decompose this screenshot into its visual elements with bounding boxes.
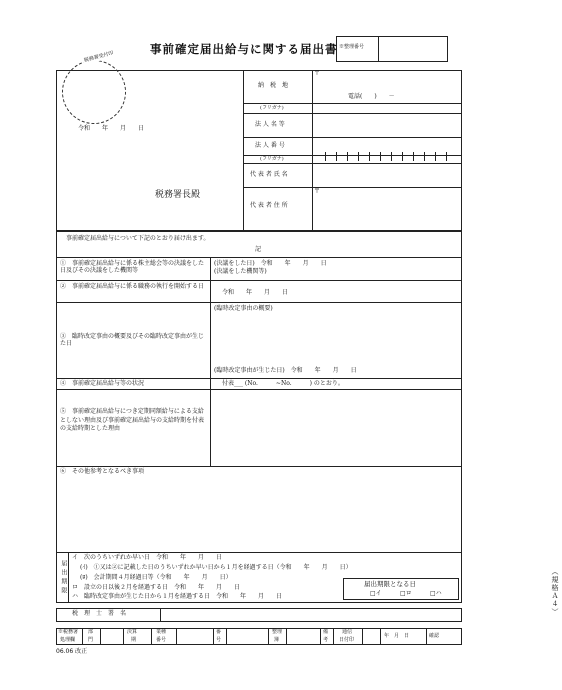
- deadline-line-ha[interactable]: ハ 臨時改定事由が生じた日から１月を経過する日 令和 年 月 日: [72, 593, 283, 600]
- item4-value[interactable]: 付表___ (No. ~No. ) のとおり。: [222, 380, 344, 387]
- office-ko: 考: [323, 637, 329, 643]
- item6-value-area[interactable]: [58, 478, 460, 550]
- deadline-line-i-b[interactable]: (ﾛ) 会計期間４月経過日等（令和 年 月 日）: [80, 574, 232, 581]
- phone-label[interactable]: 電話( ) －: [348, 93, 395, 100]
- paper-size-note: （規格Ａ４）: [551, 568, 559, 616]
- intro-text: 事前確定届出給与について下記のとおり届け出ます。: [66, 235, 210, 242]
- deadline-choice-title: 届出期限となる日: [364, 580, 416, 588]
- office-go: 号: [216, 637, 222, 643]
- office-bo: 簿: [274, 637, 280, 643]
- seiri-number-label: ※整理番号: [339, 44, 365, 50]
- deadline-line-i-a[interactable]: (ｲ) ①又は②に記載した日のうちいずれか早い日から１月を経過する日（令和 年 月 日）: [80, 564, 352, 571]
- item3-label: ③ 臨時改定事由の概要及びその臨時改定事由が生じた日: [60, 333, 205, 347]
- item4-label: ④ 事前確定届出給与等の状況: [60, 380, 145, 387]
- reception-stamp-area: [62, 60, 126, 124]
- furigana-1: (フリガナ): [260, 105, 284, 111]
- office-shori-1: ※税務署: [58, 629, 79, 635]
- office-date: 年 月 日: [384, 633, 410, 639]
- office-ban: 番: [216, 629, 222, 635]
- zeirishi-signature-field[interactable]: [162, 609, 460, 621]
- revision-note: 06.06 改正: [56, 648, 88, 655]
- submission-date[interactable]: 令和 年 月 日: [78, 125, 145, 132]
- item1-value-body[interactable]: (決議をした機関等): [214, 268, 267, 275]
- office-kessan: 決算: [127, 629, 138, 635]
- reception-stamp-label: 税務署受付印: [83, 50, 115, 64]
- daihyo-address-label: 代 表 者 住 所: [250, 202, 288, 209]
- ki-label: 記: [255, 246, 262, 253]
- office-shori-2: 処理欄: [60, 637, 76, 643]
- postal-mark-1: 〒: [314, 70, 321, 77]
- office-bi: 備: [323, 629, 329, 635]
- office-ki: 期: [131, 637, 137, 643]
- deadline-opt-ha[interactable]: □ハ: [430, 590, 442, 597]
- deadline-side-label: 届出期限: [59, 560, 67, 596]
- deadline-opt-ro[interactable]: □ロ: [400, 590, 412, 597]
- item2-value[interactable]: 令和 年 月 日: [222, 289, 289, 296]
- office-kakunin: 確認: [429, 633, 440, 639]
- form-title: 事前確定届出給与に関する届出書: [150, 42, 338, 56]
- item3-date-value[interactable]: (臨時改定事由が生じた日) 令和 年 月 日: [214, 367, 357, 374]
- office-hizukein: 日付印: [339, 637, 355, 643]
- item1-value-date[interactable]: (決議をした日) 令和 年 月 日: [214, 260, 327, 267]
- nozeichi-label: 納 税 地: [258, 82, 289, 89]
- item5-label: ⑤ 事前確定届出給与につき定期同額給与による支給としない理由及び事前確定届出給与の支給時期を付表の支給時期とした理由: [60, 408, 205, 433]
- deadline-opt-i[interactable]: □イ: [370, 590, 382, 597]
- item1-label: ① 事前確定届出給与に係る株主総会等の決議をした日及びその決議をした機関等: [60, 260, 205, 274]
- zeirishi-label: 税 理 士 署 名: [72, 610, 127, 617]
- office-gyoshu: 業種: [156, 629, 167, 635]
- furigana-2: (フリガナ): [260, 156, 284, 162]
- deadline-line-i[interactable]: イ 次のうちいずれか早い日 令和 年 月 日: [72, 554, 223, 561]
- houjin-number-label: 法 人 番 号: [255, 142, 285, 149]
- addressee-tax-office: 税務署長殿: [155, 190, 201, 200]
- item3-summary-label[interactable]: (臨時改定事由の概要): [214, 305, 273, 312]
- item6-label: ⑥ その他参考となるべき事項: [60, 468, 145, 475]
- item2-label: ② 事前確定届出給与に係る職務の執行を開始する日: [60, 283, 205, 290]
- office-bango: 番号: [156, 637, 167, 643]
- item5-value-area[interactable]: [212, 391, 460, 465]
- daihyo-name-label: 代 表 者 氏 名: [250, 171, 288, 178]
- office-mon: 門: [88, 637, 94, 643]
- office-seiri: 整理: [272, 629, 283, 635]
- office-tsushin: 通信: [342, 629, 353, 635]
- deadline-line-ro[interactable]: ロ 設立の日以後２月を経過する日 令和 年 月 日: [72, 584, 241, 591]
- houjin-name-label: 法 人 名 等: [255, 121, 285, 128]
- postal-mark-2: 〒: [314, 188, 321, 195]
- office-bu: 部: [88, 629, 94, 635]
